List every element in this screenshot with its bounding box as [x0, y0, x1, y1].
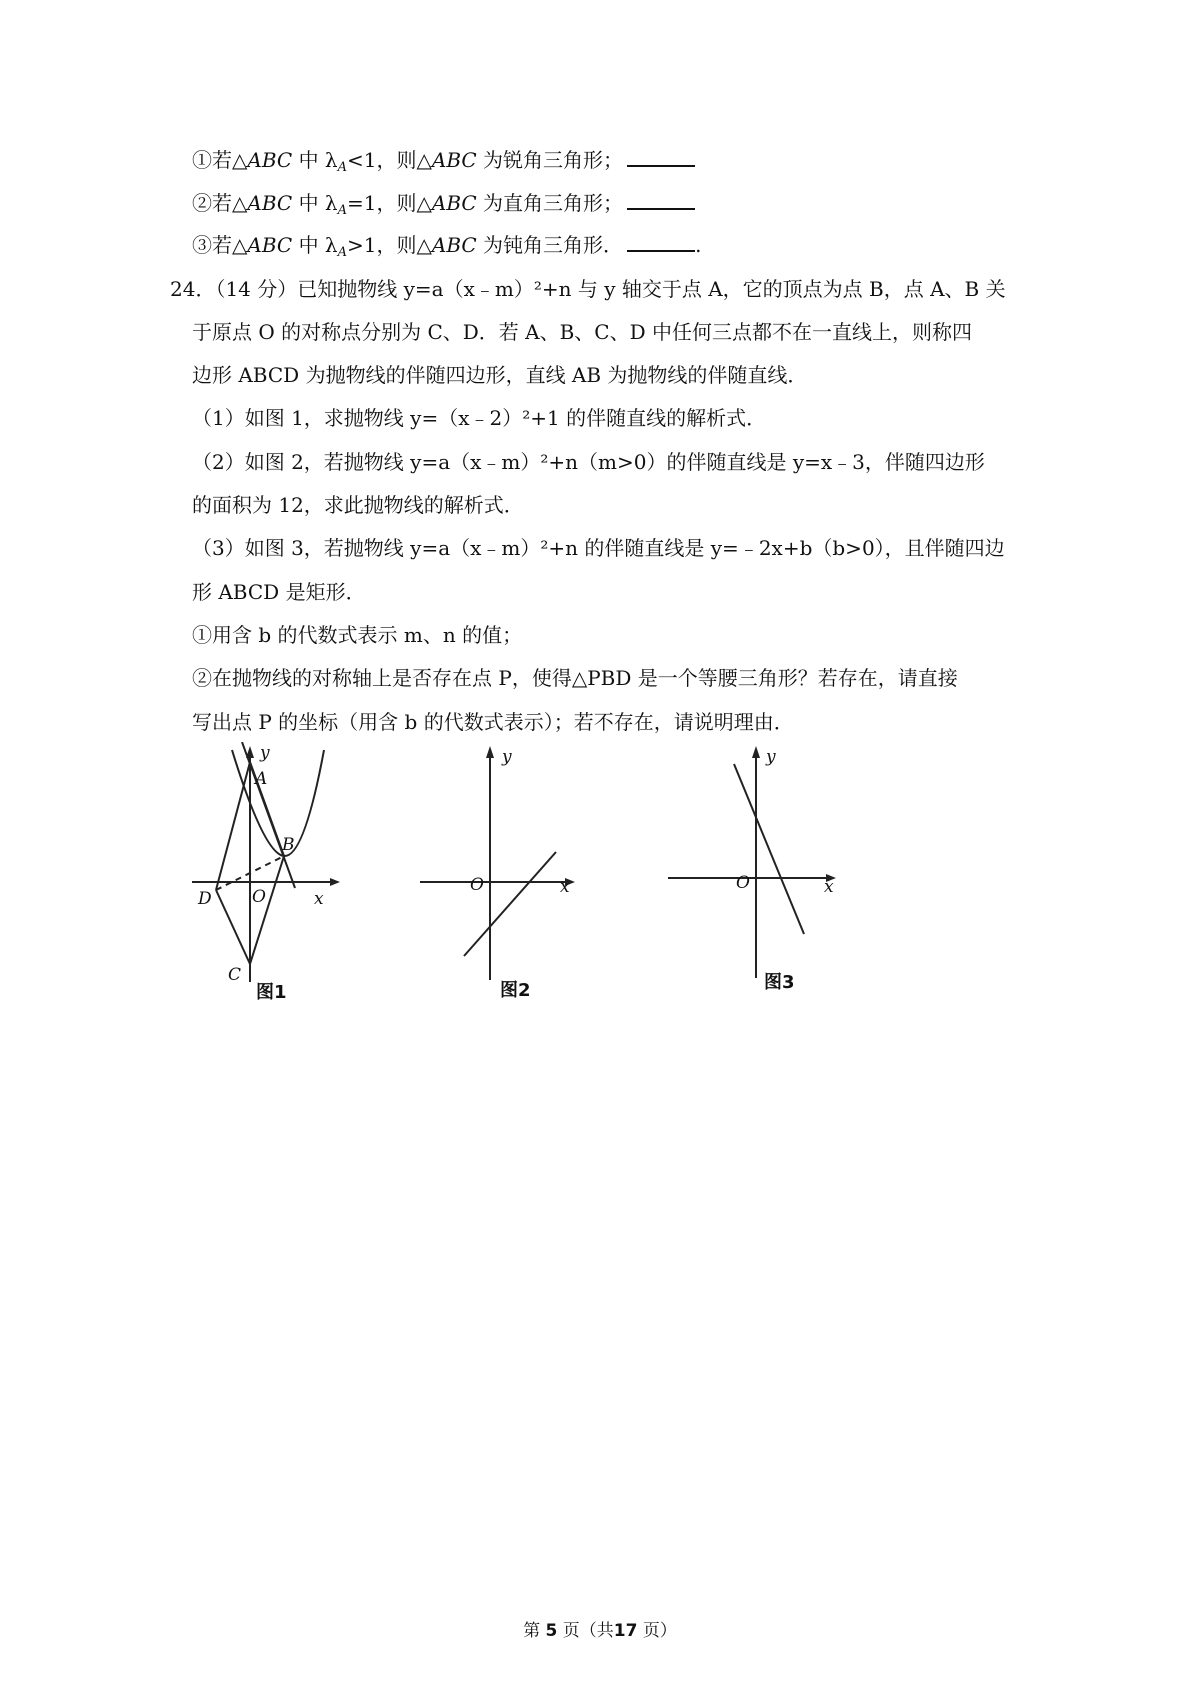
- condition-right: ②若△ABC 中 $\lambda_A=1$，则△ABC 为直角三角形；: [192, 189, 695, 225]
- label-y: y: [502, 747, 512, 767]
- condition-acute: ①若△ABC 中 $\lambda_A<1$，则△ABC 为锐角三角形；: [192, 146, 695, 182]
- companion-line: [464, 852, 556, 956]
- figure-2: [420, 742, 600, 1012]
- question-2-line-2: 的面积为 12，求此抛物线的解析式．: [192, 493, 524, 517]
- label-d: D: [198, 889, 212, 909]
- figure-3-caption: 图3: [764, 972, 795, 993]
- sub-question-2-line-1: ②在抛物线的对称轴上是否存在点 P，使得△PBD 是一个等腰三角形？若存在，请直接: [192, 666, 958, 690]
- problem-line-3: 边形 ABCD 为抛物线的伴随四边形，直线 AB 为抛物线的伴随直线．: [192, 363, 808, 387]
- label-a: A: [255, 769, 268, 789]
- label-o: O: [736, 873, 750, 893]
- question-2-line-1: （2）如图 2，若抛物线 y=a（x﹣m）²+n（m>0）的伴随直线是 y=x﹣3，伴随四边形: [192, 450, 985, 474]
- segment-cd: [216, 890, 250, 964]
- figure-1: [180, 742, 360, 1012]
- label-x: x: [314, 889, 324, 909]
- question-3-line-1: （3）如图 3，若抛物线 y=a（x﹣m）²+n 的伴随直线是 y=﹣2x+b（b>0），且伴随四边: [192, 536, 1005, 560]
- label-x: x: [560, 877, 570, 897]
- label-y: y: [260, 743, 270, 763]
- y-axis-arrow-icon: [486, 746, 494, 758]
- segment-da: [216, 762, 250, 890]
- sub-question-1: ①用含 b 的代数式表示 m、n 的值；: [192, 623, 523, 647]
- page-footer: 第 5 页（共17 页）: [523, 1621, 677, 1641]
- figure-1-caption: 图1: [256, 982, 287, 1003]
- question-3-line-2: 形 ABCD 是矩形．: [192, 580, 366, 604]
- page-number: 5: [545, 1621, 558, 1641]
- answer-blank[interactable]: [627, 147, 695, 167]
- answer-blank[interactable]: [627, 232, 695, 252]
- companion-line: [734, 764, 804, 934]
- problem-line-1: 24．（14 分）已知抛物线 y=a（x﹣m）²+n 与 y 轴交于点 A，它的顶点为点 B，点 A、B 关: [170, 277, 1006, 301]
- page-total: 17: [613, 1621, 638, 1641]
- segment-bc: [250, 856, 284, 964]
- problem-line-2: 于原点 O 的对称点分别为 C、D．若 A、B、C、D 中任何三点都不在一直线上，则称四: [192, 320, 972, 344]
- question-1: （1）如图 1，求抛物线 y=（x﹣2）²+1 的伴随直线的解析式．: [192, 406, 767, 430]
- label-o: O: [470, 875, 484, 895]
- answer-blank[interactable]: [627, 190, 695, 210]
- figure-2-caption: 图2: [500, 980, 531, 1001]
- label-o: O: [252, 887, 266, 907]
- y-axis-arrow-icon: [752, 746, 760, 758]
- x-axis-arrow-icon: [330, 878, 340, 886]
- label-b: B: [282, 835, 295, 855]
- sub-question-2-line-2: 写出点 P 的坐标（用含 b 的代数式表示）；若不存在，请说明理由．: [192, 710, 794, 734]
- label-y: y: [766, 747, 776, 767]
- condition-obtuse: ③若△ABC 中 $\lambda_A>1$，则△ABC 为钝角三角形． .: [192, 233, 702, 260]
- label-c: C: [228, 965, 242, 985]
- label-x: x: [824, 877, 834, 897]
- figure-3: [668, 742, 858, 1012]
